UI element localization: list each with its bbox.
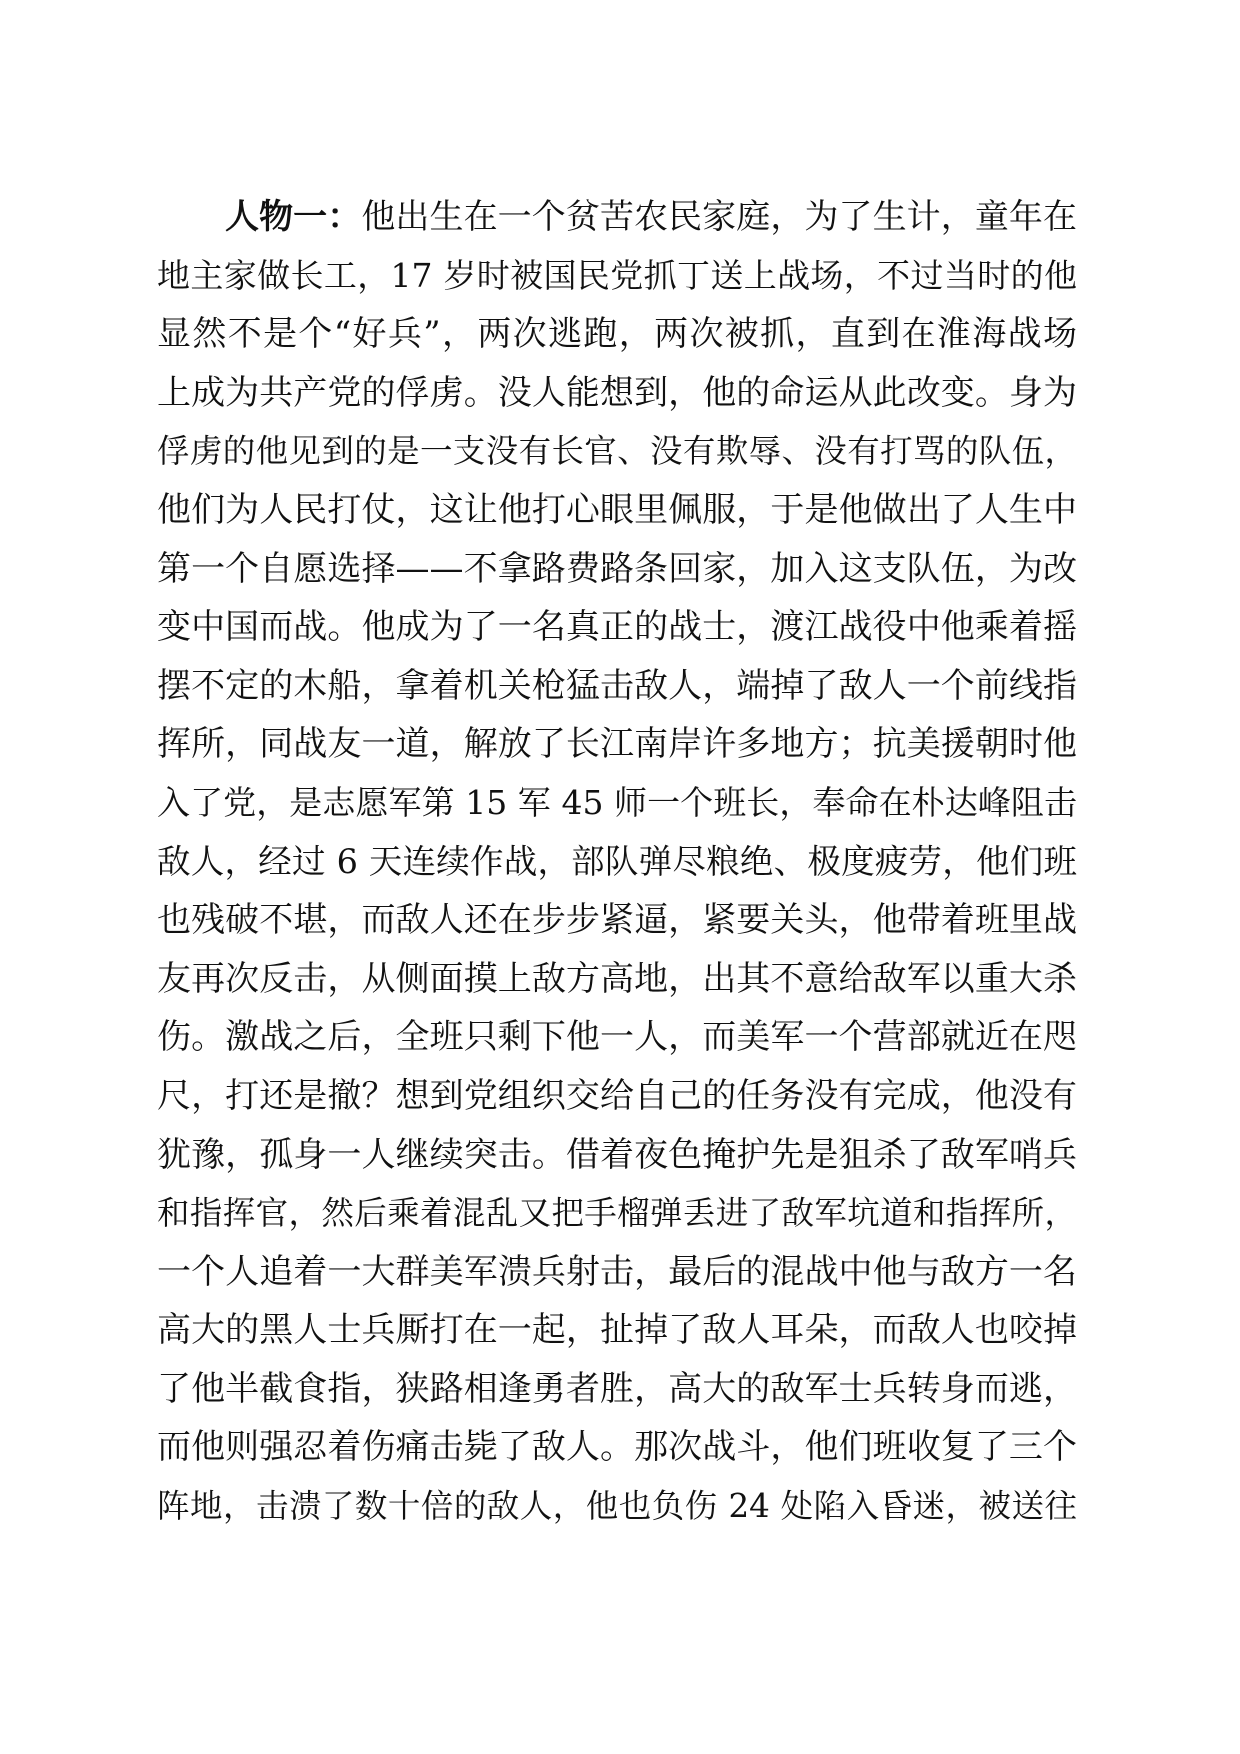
paragraph-line: 上成为共产党的俘虏。没人能想到，他的命运从此改变。身为	[157, 372, 1077, 413]
paragraph-line: 阵地，击溃了数十倍的敌人，他也负伤 24 处陷入昏迷，被送往	[157, 1487, 1077, 1526]
paragraph-line-text: 他出生在一个贫苦农民家庭，为了生计，童年在	[361, 197, 1078, 237]
paragraph-line: 伤。激战之后，全班只剩下他一人，而美军一个营部就近在咫	[157, 1017, 1077, 1058]
body-paragraph	[157, 188, 1077, 1536]
paragraph-line: 摆不定的木船，拿着机关枪猛击敌人，端掉了敌人一个前线指	[157, 665, 1077, 706]
paragraph-line: 入了党，是志愿军第 15 军 45 师一个班长，奉命在朴达峰阻击	[157, 782, 1077, 822]
paragraph-line: 高大的黑人士兵厮打在一起，扯掉了敌人耳朵，而敌人也咬掉	[157, 1310, 1077, 1351]
paragraph-line: 一个人追着一大群美军溃兵射击，最后的混战中他与敌方一名	[157, 1251, 1077, 1292]
paragraph-line: 第一个自愿选择——不拿路费路条回家，加入这支队伍，为改	[157, 548, 1077, 589]
paragraph-line: 俘虏的他见到的是一支没有长官、没有欺辱、没有打骂的队伍，	[157, 432, 1077, 471]
paragraph-line: 尺，打还是撤？想到党组织交给自己的任务没有完成，他没有	[157, 1075, 1077, 1116]
paragraph-line: 犹豫，孤身一人继续突击。借着夜色掩护先是狙杀了敌军哨兵	[157, 1134, 1077, 1175]
paragraph-line: 而他则强忍着伤痛击毙了敌人。那次战斗，他们班收复了三个	[157, 1427, 1077, 1468]
paragraph-line: 挥所，同战友一道，解放了长江南岸许多地方；抗美援朝时他	[157, 724, 1077, 765]
paragraph-line	[157, 188, 1077, 247]
paragraph-line: 敌人，经过 6 天连续作战，部队弹尽粮绝、极度疲劳，他们班	[157, 841, 1077, 881]
paragraph-line: 友再次反击，从侧面摸上敌方高地，出其不意给敌军以重大杀	[157, 958, 1077, 999]
paragraph-line: 显然不是个“好兵”，两次逃跑，两次被抓，直到在淮海战场	[157, 314, 1077, 355]
paragraph-lead: 人物一：	[225, 197, 362, 237]
paragraph-line: 也残破不堪，而敌人还在步步紧逼，紧要关头，他带着班里战	[157, 900, 1077, 941]
paragraph-line: 变中国而战。他成为了一名真正的战士，渡江战役中他乘着摇	[157, 607, 1077, 648]
paragraph-line: 他们为人民打仗，这让他打心眼里佩服，于是他做出了人生中	[157, 489, 1077, 530]
paragraph-line: 了他半截食指，狭路相逢勇者胜，高大的敌军士兵转身而逃，	[157, 1368, 1077, 1409]
paragraph-line: 地主家做长工，17 岁时被国民党抓丁送上战场，不过当时的他	[157, 255, 1077, 295]
paragraph-line: 和指挥官，然后乘着混乱又把手榴弹丢进了敌军坑道和指挥所，	[157, 1194, 1077, 1233]
